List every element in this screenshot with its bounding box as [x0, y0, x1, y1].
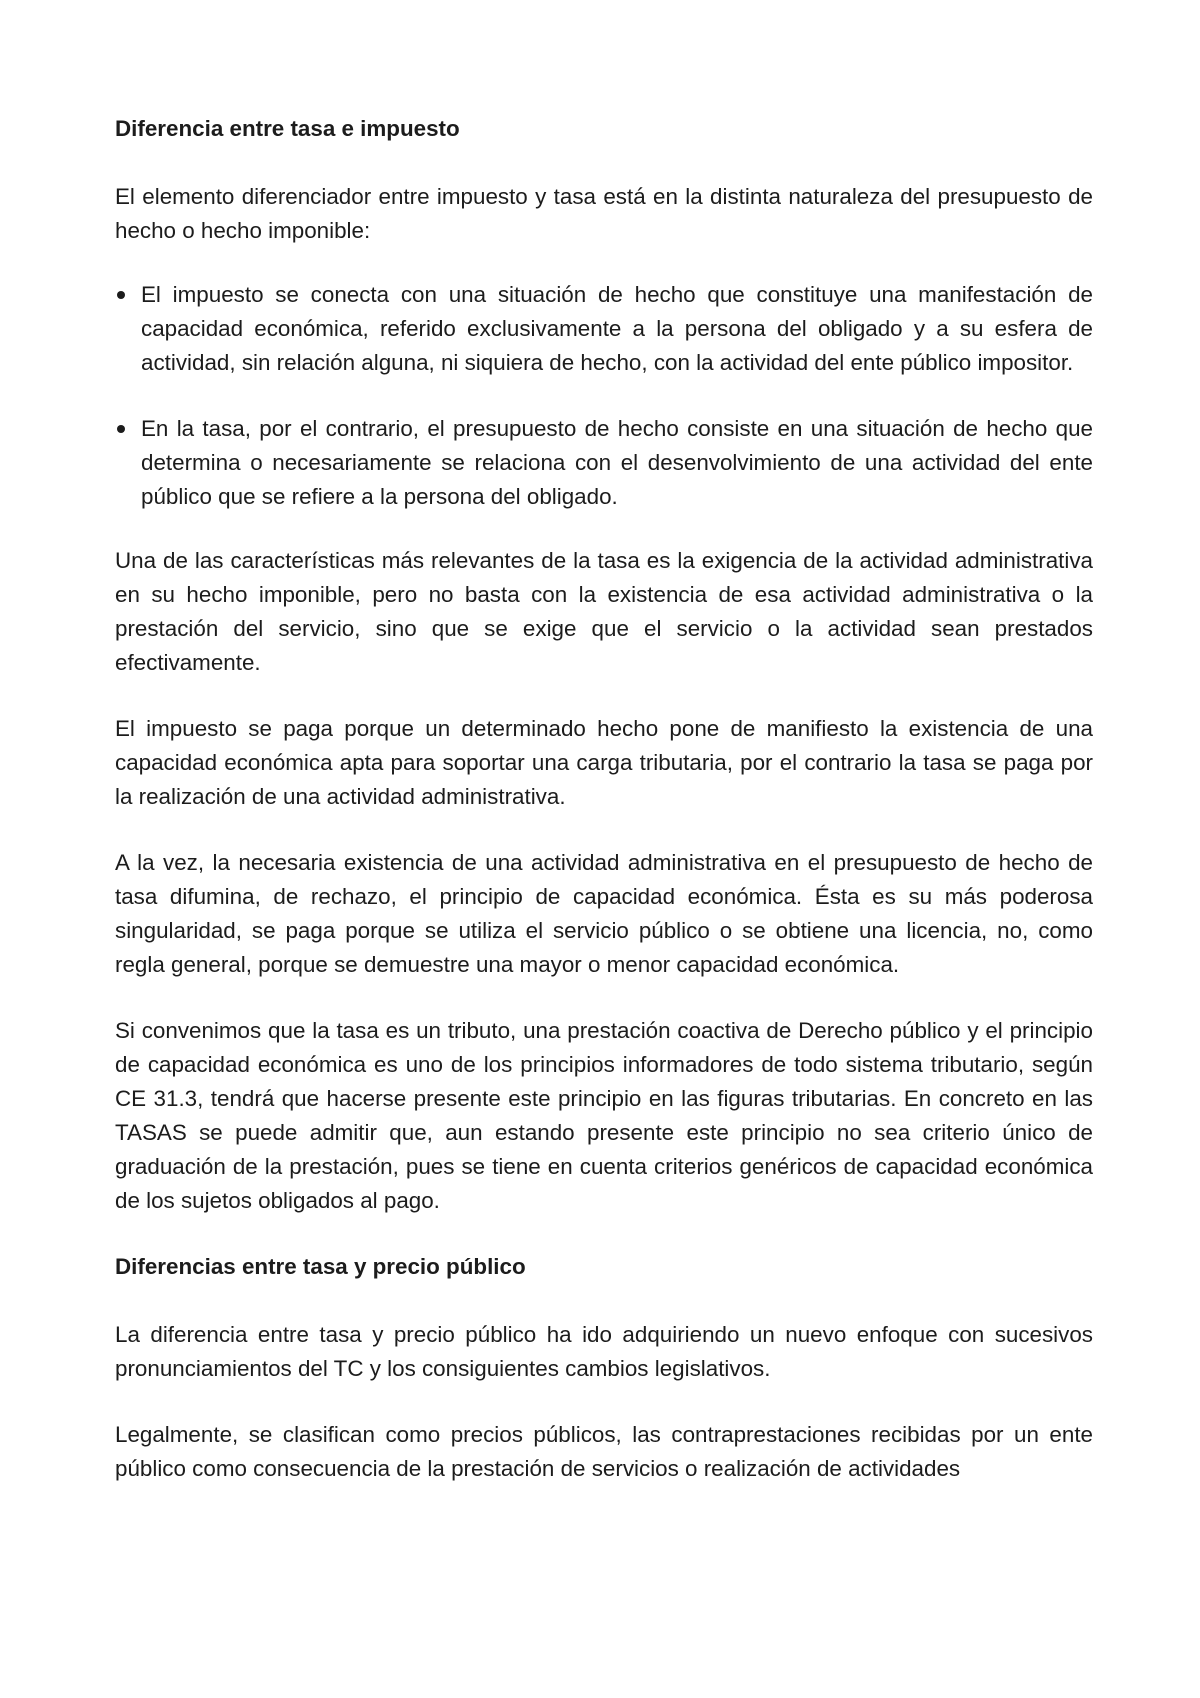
bullet-list — [115, 278, 1093, 514]
intro-paragraph: El elemento diferenciador entre impuesto y tasa está en la distinta naturaleza del presupuesto de hecho o hecho imponible: — [115, 184, 1093, 243]
section-heading-tasa-impuesto: Diferencia entre tasa e impuesto — [115, 116, 460, 141]
bullet-icon — [117, 425, 125, 433]
list-item-text: El impuesto se conecta con una situación de hecho que constituye una manifestación de capacidad económica, referido exclusivamente a la persona del obligado y a su esfera de actividad, sin relación alguna, ni siquiera de hecho, con la actividad del ente público impositor. — [141, 282, 1093, 375]
list-item — [115, 412, 1093, 514]
bullet-icon — [117, 291, 125, 299]
body-paragraph: A la vez, la necesaria existencia de una actividad administrativa en el presupuesto de hecho de tasa difumina, de rechazo, el principio de capacidad económica. Ésta es su más poderosa singularidad, se paga porque se utiliza el servicio público o se obtiene una licencia, no, como regla general, porque se demuestre una mayor o menor capacidad económica. — [115, 850, 1093, 977]
document-body — [115, 112, 1093, 1518]
body-paragraph: Una de las características más relevantes de la tasa es la exigencia de la actividad administrativa en su hecho imponible, pero no basta con la existencia de esa actividad administrativa o la prestación del servicio, sino que se exige que el servicio o la actividad sean prestados efectivamente. — [115, 548, 1093, 675]
body-paragraph: El impuesto se paga porque un determinado hecho pone de manifiesto la existencia de una capacidad económica apta para soportar una carga tributaria, por el contrario la tasa se paga por la realización de una actividad administrativa. — [115, 716, 1093, 809]
section-heading-tasa-precio: Diferencias entre tasa y precio público — [115, 1254, 526, 1279]
body-paragraph: La diferencia entre tasa y precio público ha ido adquiriendo un nuevo enfoque con sucesivos pronunciamientos del TC y los consiguientes cambios legislativos. — [115, 1322, 1093, 1381]
body-paragraph: Si convenimos que la tasa es un tributo, una prestación coactiva de Derecho público y el principio de capacidad económica es uno de los principios informadores de todo sistema tributario, según CE 31.3, tendrá que hacerse presente este principio en las figuras tributarias. En concreto en las TASAS se puede admitir que, aun estando presente este principio no sea criterio único de graduación de la prestación, pues se tiene en cuenta criterios genéricos de capacidad económica de los sujetos obligados al pago. — [115, 1018, 1093, 1213]
list-item-text: En la tasa, por el contrario, el presupuesto de hecho consiste en una situación de hecho que determina o necesariamente se relaciona con el desenvolvimiento de una actividad del ente público que se refiere a la persona del obligado. — [141, 416, 1093, 509]
list-item — [115, 278, 1093, 380]
body-paragraph: Legalmente, se clasifican como precios públicos, las contraprestaciones recibidas por un ente público como consecuencia de la prestación de servicios o realización de actividades — [115, 1422, 1093, 1481]
